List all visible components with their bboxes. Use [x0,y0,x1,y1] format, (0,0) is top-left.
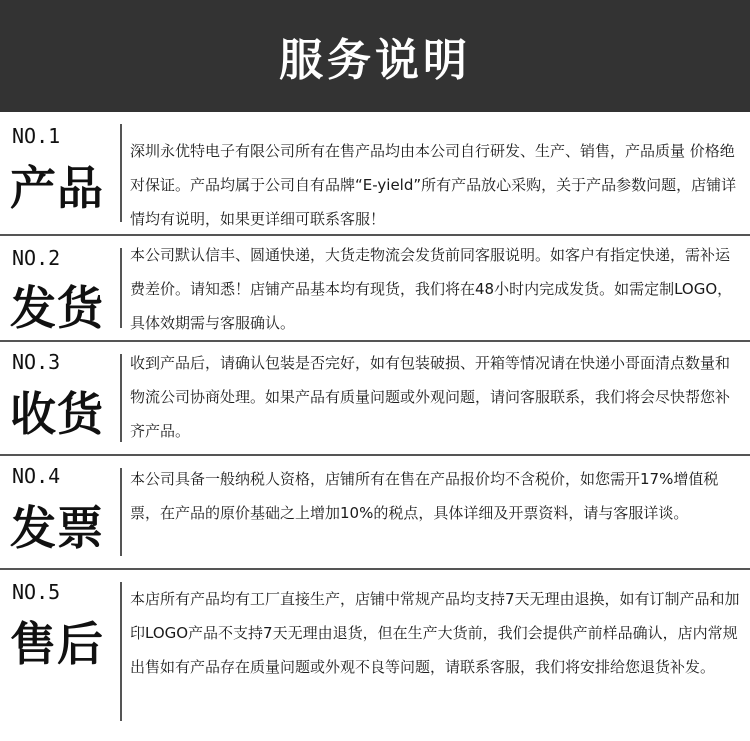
section-title: 售后 [10,617,104,671]
section-number: NO.1 [12,124,61,148]
divider-line [120,248,122,328]
section-text: 本店所有产品均有工厂直接生产，店铺中常规产品均支持7天无理由退换，如有订制产品和加印LOGO产品不支持7天无理由退货，但在生产大货前，我们会提供产前样品确认，店内常规出售如有产品存在质量问题或外观不良等问题，请联系客服，我们将安排给您退货补发。 [130,590,740,676]
divider-line [120,468,122,556]
page-title: 服务说明 [279,35,471,86]
section-title: 发货 [10,281,104,335]
section-number: NO.2 [12,246,61,270]
section-label [0,112,122,234]
section-label [0,236,122,340]
section-title: 产品 [10,161,104,215]
section-shipping [0,236,750,342]
section-product [0,112,750,236]
section-label [0,456,122,568]
section-number: NO.3 [12,350,61,374]
section-label [0,342,122,454]
section-text: 深圳永优特电子有限公司所有在售产品均由本公司自行研发、生产、销售，产品质量 价格绝对保证。产品均属于公司自有品牌“E-yield”所有产品放心采购，关于产品参数问题，店铺详情均有说明，如果更详细可联系客服！ [130,142,737,228]
section-invoice [0,456,750,570]
section-label [0,570,122,741]
section-number: NO.5 [12,580,61,604]
section-receiving [0,342,750,456]
section-text: 本公司默认信丰、圆通快递，大货走物流会发货前同客服说明。如客户有指定快递，需补运费差价。请知悉！店铺产品基本均有现货，我们将在48小时内完成发货。如需定制LOGO，具体效期需与客服确认。 [130,246,733,332]
section-text: 本公司具备一般纳税人资格，店铺所有在售在产品报价均不含税价，如您需开17%增值税票，在产品的原价基础之上增加10%的税点，具体详细及开票资料，请与客服详谈。 [130,470,719,522]
divider-line [120,354,122,442]
divider-line [120,582,122,721]
divider-line [120,124,122,222]
section-title: 发票 [10,501,104,555]
page-header [0,0,750,112]
section-number: NO.4 [12,464,61,488]
section-after-sales [0,570,750,741]
section-text: 收到产品后，请确认包装是否完好，如有包装破损、开箱等情况请在快递小哥面清点数量和物流公司协商处理。如果产品有质量问题或外观问题，请问客服联系，我们将会尽快帮您补齐产品。 [130,354,731,440]
section-title: 收货 [10,387,104,441]
